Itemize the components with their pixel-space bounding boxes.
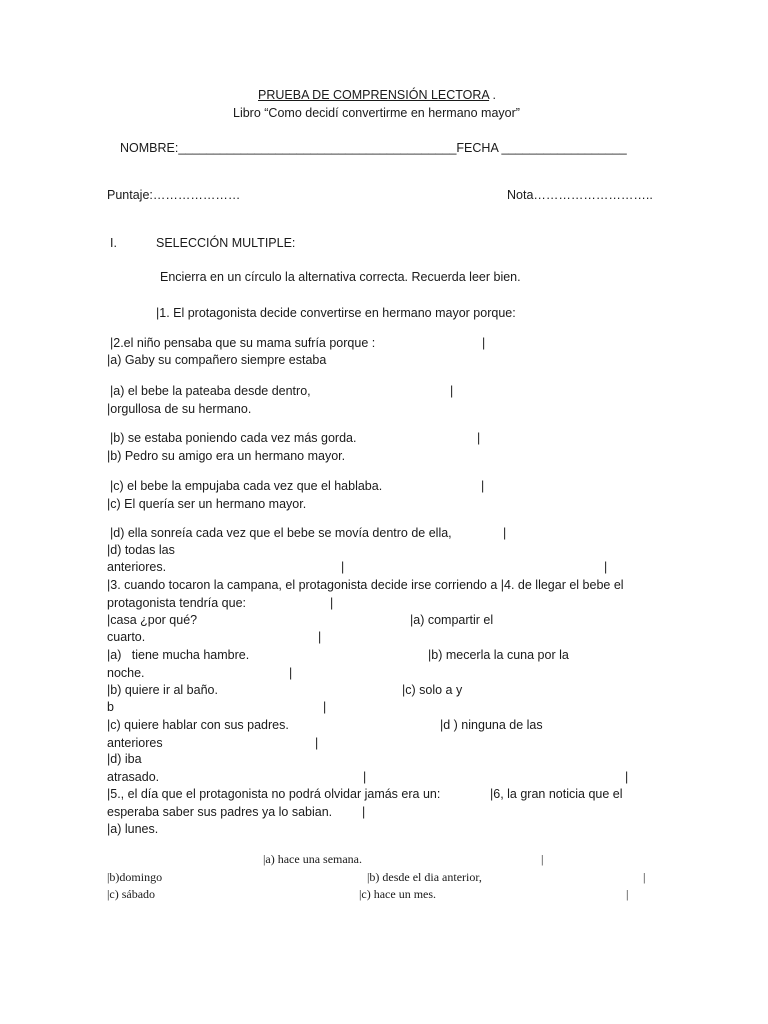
- answer-option: |b) desde el dia anterior,: [367, 870, 482, 884]
- column-divider: |: [363, 770, 367, 784]
- column-divider: |: [362, 805, 366, 819]
- column-divider: |: [643, 870, 646, 884]
- score-field: Puntaje:…………………: [107, 188, 241, 202]
- column-divider: |: [289, 666, 293, 680]
- question-6: |6, la gran noticia que el: [490, 787, 623, 801]
- column-divider: |: [503, 526, 507, 540]
- document-title-suffix: .: [489, 88, 497, 102]
- answer-option: atrasado.: [107, 770, 160, 784]
- answer-option: |c) sábado: [107, 887, 156, 901]
- section-number: I.: [110, 236, 117, 250]
- answer-option: |orgullosa de su hermano.: [107, 402, 252, 416]
- answer-option: |d) todas las: [107, 543, 175, 557]
- question-6-continued: esperaba saber sus padres ya lo sabian.: [107, 805, 333, 819]
- answer-option: |a) lunes.: [107, 822, 159, 836]
- answer-option: |c) El quería ser un hermano mayor.: [107, 497, 307, 511]
- column-divider: |: [541, 852, 544, 866]
- instructions: Encierra en un círculo la alternativa correcta. Recuerda leer bien.: [160, 270, 521, 284]
- document-title: PRUEBA DE COMPRENSIÓN LECTORA: [258, 88, 490, 102]
- column-divider: |: [315, 736, 319, 750]
- answer-option: |a) hace una semana.: [263, 852, 363, 866]
- answer-option: |a) tiene mucha hambre.: [107, 648, 250, 662]
- answer-option: |c) quiere hablar con sus padres.: [107, 718, 289, 732]
- answer-option: |a) el bebe la pateaba desde dentro,: [110, 384, 311, 398]
- answer-option: b: [107, 700, 114, 714]
- column-divider: |: [341, 560, 345, 574]
- answer-option: |d ) ninguna de las: [440, 718, 543, 732]
- column-divider: |: [481, 479, 485, 493]
- section-title: SELECCIÓN MULTIPLE:: [156, 236, 296, 250]
- name-date-field: NOMBRE:________________________________________FECHA __________________: [120, 141, 627, 155]
- document-title-line: [258, 88, 496, 103]
- question-3-4: |3. cuando tocaron la campana, el protagonista decide irse corriendo a |4. de llegar el bebe el: [107, 578, 624, 592]
- answer-option: |d) iba: [107, 752, 142, 766]
- question-2: |2.el niño pensaba que su mama sufría porque :: [110, 336, 376, 350]
- answer-option: |c) solo a y: [402, 683, 463, 697]
- column-divider: |: [477, 431, 481, 445]
- column-divider: |: [626, 887, 629, 901]
- column-divider: |: [625, 770, 629, 784]
- answer-option: anteriores: [107, 736, 163, 750]
- answer-option: |c) hace un mes.: [359, 887, 437, 901]
- answer-option: noche.: [107, 666, 145, 680]
- column-divider: |: [482, 336, 486, 350]
- question-5: |5., el día que el protagonista no podrá olvidar jamás era un:: [107, 787, 441, 801]
- answer-option: |b)domingo: [107, 870, 163, 884]
- question-4-continued: protagonista tendría que:: [107, 596, 246, 610]
- answer-option: |a) Gaby su compañero siempre estaba: [107, 353, 327, 367]
- column-divider: |: [323, 700, 327, 714]
- column-divider: |: [318, 630, 322, 644]
- answer-option: |c) el bebe la empujaba cada vez que el hablaba.: [110, 479, 383, 493]
- column-divider: |: [450, 384, 454, 398]
- answer-option: anteriores.: [107, 560, 167, 574]
- document-subtitle: Libro “Como decidí convertirme en hermano mayor”: [233, 106, 520, 120]
- column-divider: |: [330, 596, 334, 610]
- answer-option: |b) se estaba poniendo cada vez más gorda.: [110, 431, 357, 445]
- column-divider: |: [604, 560, 608, 574]
- answer-option: |a) compartir el: [410, 613, 494, 627]
- answer-option: |b) Pedro su amigo era un hermano mayor.: [107, 449, 346, 463]
- answer-option: |b) quiere ir al baño.: [107, 683, 218, 697]
- grade-field: Nota………………………..: [507, 188, 653, 202]
- question-1: |1. El protagonista decide convertirse en hermano mayor porque:: [156, 306, 516, 320]
- answer-option: |b) mecerla la cuna por la: [428, 648, 569, 662]
- answer-option: cuarto.: [107, 630, 146, 644]
- question-3-continued: |casa ¿por qué?: [107, 613, 198, 627]
- answer-option: |d) ella sonreía cada vez que el bebe se movía dentro de ella,: [110, 526, 452, 540]
